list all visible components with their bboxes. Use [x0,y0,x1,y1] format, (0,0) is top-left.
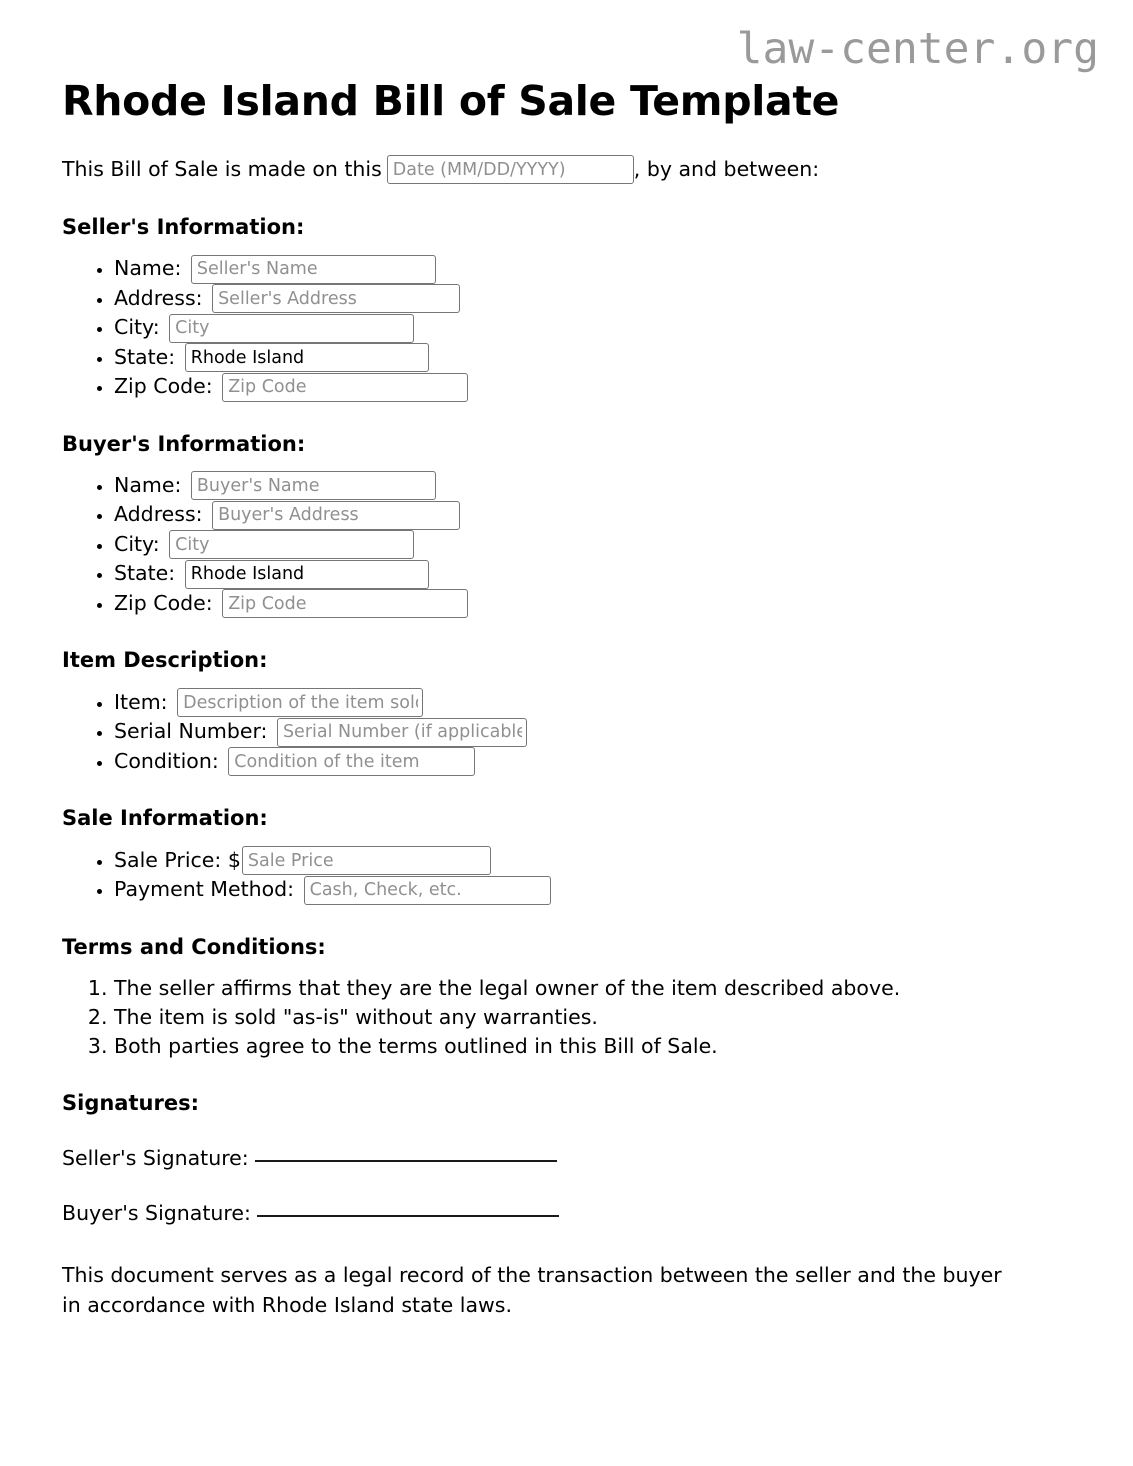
buyer-state-input[interactable] [185,560,429,589]
terms-list [62,974,1071,1061]
condition-label: Condition: [114,748,219,773]
intro-text-after: , by and between: [633,157,820,182]
condition-input[interactable] [228,747,475,776]
list-item: 1. The seller affirms that they are the legal owner of the item described above. [114,974,1071,1003]
serial-number-label: Serial Number: [114,719,268,744]
buyer-address-input[interactable] [212,501,460,530]
item-description-input[interactable] [177,688,423,717]
signatures-section-heading: Signatures: [62,1091,199,1116]
buyer-signature-label: Buyer's Signature: [62,1201,251,1226]
list-item [114,254,1071,284]
page-title: Rhode Island Bill of Sale Template [62,77,840,125]
buyer-fields-list [62,471,1071,619]
list-item [114,747,1071,777]
payment-method-input[interactable] [304,876,551,905]
buyer-name-input[interactable] [191,471,436,500]
list-item [114,530,1071,560]
seller-address-label: Address: [114,285,203,310]
date-input[interactable] [387,155,634,184]
list-item [114,471,1071,501]
seller-name-label: Name: [114,256,182,281]
serial-number-input[interactable] [277,718,527,747]
list-item [114,372,1071,402]
intro-text-before: This Bill of Sale is made on this [62,157,382,182]
list-item [114,688,1071,718]
sale-price-input[interactable] [242,846,491,875]
seller-section-heading: Seller's Information: [62,214,305,239]
sale-fields-list [62,846,1071,905]
list-item [114,284,1071,314]
site-watermark: law-center.org [736,24,1099,74]
list-item [114,343,1071,373]
item-section-heading: Item Description: [62,648,268,673]
seller-state-label: State: [114,344,176,369]
item-label: Item: [114,689,168,714]
seller-signature-label: Seller's Signature: [62,1145,249,1170]
seller-zip-label: Zip Code: [114,374,213,399]
seller-signature-line[interactable] [255,1160,557,1162]
seller-fields-list [62,254,1071,402]
sale-section-heading: Sale Information: [62,806,268,831]
seller-address-input[interactable] [212,284,460,313]
seller-city-input[interactable] [169,314,414,343]
list-item [114,875,1071,905]
buyer-name-label: Name: [114,472,182,497]
closing-paragraph: This document serves as a legal record of the transaction between the seller and the buyer in accordance with Rhode Island state laws. [62,1262,1002,1318]
buyer-state-label: State: [114,561,176,586]
buyer-signature-row [62,1199,1071,1229]
buyer-city-label: City: [114,531,160,556]
seller-city-label: City: [114,315,160,340]
seller-state-input[interactable] [185,343,429,372]
payment-method-label: Payment Method: [114,877,295,902]
buyer-signature-line[interactable] [257,1215,559,1217]
terms-section-heading: Terms and Conditions: [62,934,326,959]
buyer-section-heading: Buyer's Information: [62,431,306,456]
list-item [114,846,1071,876]
list-item [114,559,1071,589]
buyer-address-label: Address: [114,502,203,527]
list-item [114,717,1071,747]
list-item: 3. Both parties agree to the terms outlined in this Bill of Sale. [114,1032,1071,1061]
buyer-zip-input[interactable] [222,589,468,618]
list-item [114,313,1071,343]
buyer-city-input[interactable] [169,530,414,559]
sale-price-label: Sale Price: $ [114,847,241,872]
intro-paragraph [62,154,1071,185]
seller-signature-row [62,1144,1071,1174]
seller-zip-input[interactable] [222,373,468,402]
buyer-zip-label: Zip Code: [114,590,213,615]
list-item: 2. The item is sold "as-is" without any warranties. [114,1003,1071,1032]
list-item [114,500,1071,530]
item-fields-list [62,688,1071,777]
seller-name-input[interactable] [191,255,436,284]
list-item [114,589,1071,619]
